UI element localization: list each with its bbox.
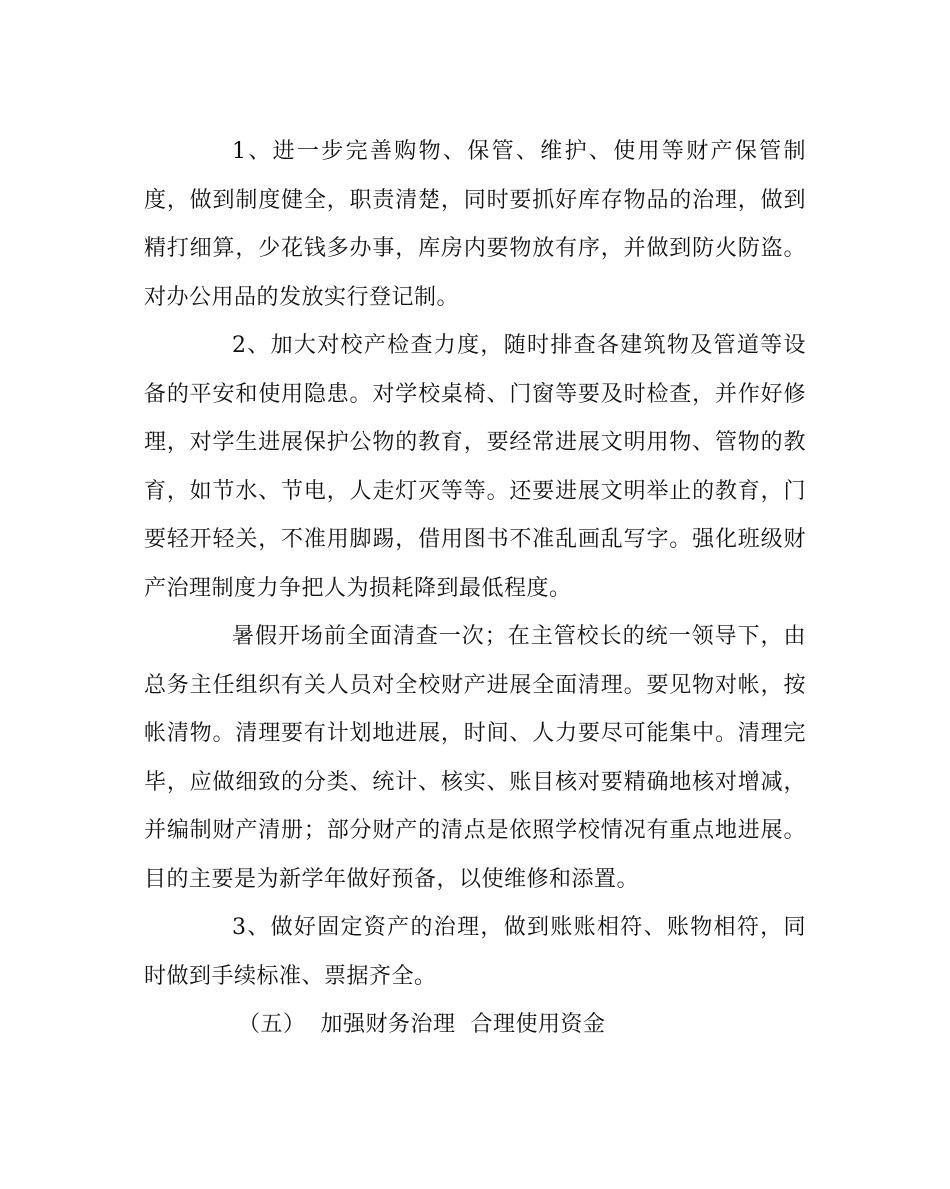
paragraph-inventory: 暑假开场前全面清查一次；在主管校长的统一领导下，由总务主任组织有关人员对全校财产进展全面清理。要见物对帐，按帐清物。清理要有计划地进展，时间、人力要尽可能集中。清理完毕，应做细致的分类、统计、核实、账目核对要精确地核对增减，并编制财产清册；部分财产的清点是依照学校情况有重点地进展。目的主要是为新学年做好预备，以使维修和添置。 xyxy=(144,624,806,892)
paragraph-item-3: 3、做好固定资产的治理，做到账账相符、账物相符，同时做到手续标准、票据齐全。 xyxy=(144,915,806,989)
paragraph-item-1: 1、进一步完善购物、保管、维护、使用等财产保管制度，做到制度健全，职责清楚，同时要抓好库存物品的治理，做到精打细算，少花钱多办事，库房内要物放有序，并做到防火防盗。对办公用品的发放实行登记制。 xyxy=(144,139,806,310)
section-heading-five: （五） 加强财务治理 合理使用资金 xyxy=(238,1012,606,1037)
paragraph-item-2: 2、加大对校产检查力度，随时排查各建筑物及管道等设备的平安和使用隐患。对学校桌椅、门窗等要及时检查，并作好修理，对学生进展保护公物的教育，要经常进展文明用物、管物的教育，如节水、节电，人走灯灭等等。还要进展文明举止的教育，门要轻开轻关，不准用脚踢，借用图书不准乱画乱写字。强化班级财产治理制度力争把人为损耗降到最低程度。 xyxy=(144,333,806,601)
document-body xyxy=(144,128,806,1050)
